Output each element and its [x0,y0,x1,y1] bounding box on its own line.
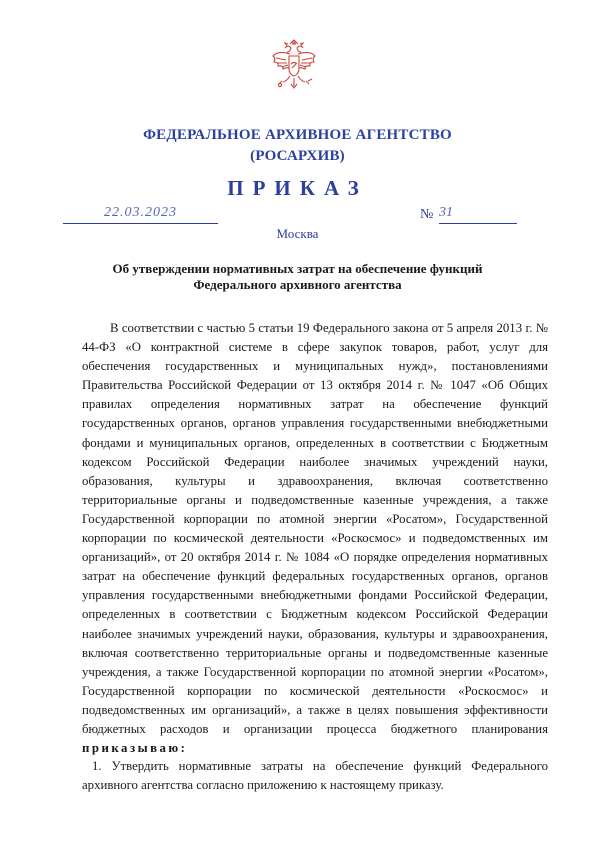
order-subject-line1: Об утверждении нормативных затрат на обеспечение функций [112,261,483,276]
agency-name-line1: ФЕДЕРАЛЬНОЕ АРХИВНОЕ АГЕНТСТВО [143,127,452,143]
order-date-field: 22.03.2023 [63,205,218,224]
agency-name [0,125,595,167]
order-subject [60,261,535,293]
order-number-label: № [420,207,434,222]
city: Москва [276,226,319,241]
order-item-1: 1. Утвердить нормативные затраты на обеспечение функций Федерального архивного агентства согласно приложению к настоящему приказу. [82,759,548,792]
preamble-text: В соответствии с частью 5 статьи 19 Федерального закона от 5 апреля 2013 г. № 44-ФЗ «О контрактной системе в сфере закупок товаров, работ, услуг для обеспечения государственных и муниципальных нужд», постановлениями Правительства Российской Федерации от 13 октября 2014 г. № 1047 «Об Общих правилах определения нормативных затрат на обеспечение функций государственных органов, органов управления государственными внебюджетными фондами и муниципальных органов, определенных в соответствии с Бюджетным кодексом Российской Федерации наиболее значимых учреждений науки, образования, культуры и здравоохранения, включая соответственно территориальные органы и подведомственные казенные учреждения, а также Государственной корпорации по атомной энергии «Росатом», Государственной корпорации по космической деятельности «Роскосмос» и подведомственных им организаций», от 20 октября 2014 г. № 1084 «О порядке определения нормативных затрат на обеспечение функций федеральных государственных органов, органов управления государственными внебюджетными фондами Российской Федерации, определенных в соответствии с Бюджетным кодексом Российской Федерации наиболее значимых учреждений науки, образования, культуры и здравоохранения, включая соответственно территориальные органы и подведомственные казенные учреждения, а также Государственной корпорации по атомной энергии «Росатом», Государственной корпорации по космической деятельности «Роскосмос» и подведомственных им организаций», а также в целях повышения эффективности бюджетных расходов и организации процесса бюджетного планирования [82,321,548,736]
document-title: ПРИКАЗ [227,176,368,200]
order-subject-line2: Федерального архивного агентства [193,277,402,292]
agency-name-line2: (РОСАРХИВ) [250,148,345,164]
order-word: приказываю: [82,741,188,756]
order-number-field: 31 [439,205,517,224]
preamble-paragraph [82,319,548,758]
russian-coat-of-arms-icon [270,38,318,94]
